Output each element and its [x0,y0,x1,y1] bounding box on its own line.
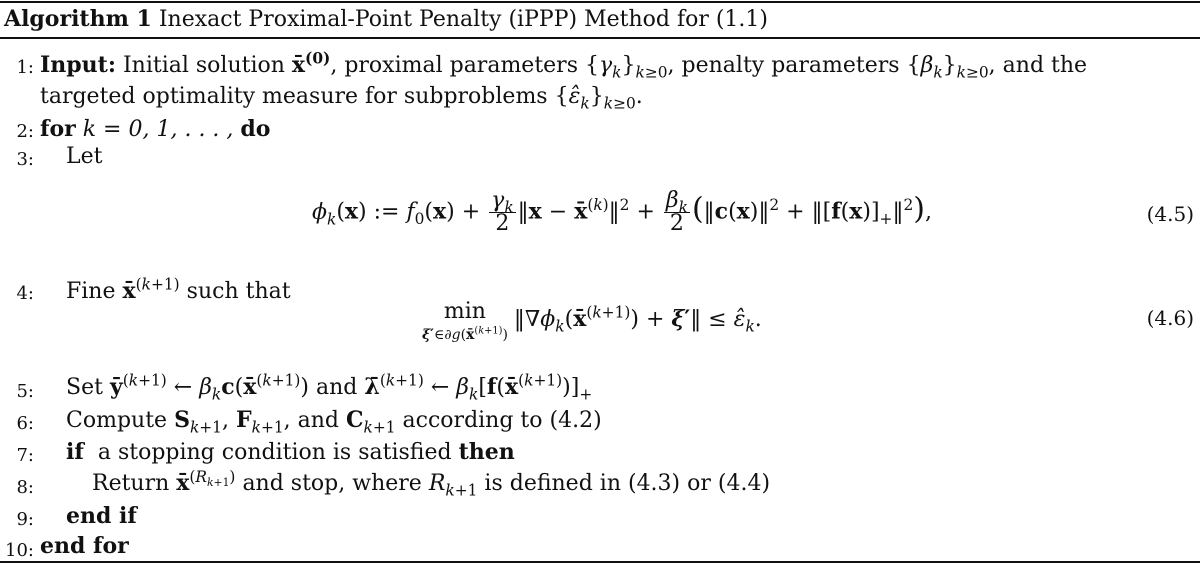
line-text: penalty parameters [681,53,900,78]
line-text: proximal parameters [344,53,578,78]
line-number: 4: [16,283,34,304]
algorithm-name: Inexact Proximal-Point Penalty (iPPP) Method for (1.1) [158,7,769,32]
line-text: is defined in (4.3) or (4.4) [484,471,771,496]
line-text: Fine [66,279,116,304]
line-7 [66,437,515,468]
keyword-then: then [458,439,515,465]
line-text: Compute [66,408,168,433]
line-text: and the [1002,53,1088,78]
bottom-rule [0,561,1200,563]
line-6: Compute $S_{k+1}$, $F_{k+1}$, and $C_{k+1}$ according to (4.2) [66,407,602,437]
equation-number: (4.6) [1146,306,1194,330]
math-x0: x̄$^{(0)}$ [291,49,331,78]
line-10 [40,531,129,562]
line-number: 8: [16,477,34,498]
line-2 [40,114,270,145]
keyword-do: do [240,116,271,142]
loop-range: k = 0, 1, . . . , [82,117,234,142]
line-text: a stopping condition is satisfied [97,440,452,465]
algorithm-label: Algorithm 1 [4,6,152,32]
line-4: Fine x̄$^{(k+1)}$ such that [66,275,291,304]
line-text: Let [66,144,103,169]
line-text: Set [66,375,103,400]
line-text: such that [186,279,291,304]
line-number: 3: [16,149,34,170]
line-number: 9: [16,509,34,530]
equation-4-6: min ξ′∈∂g(x̄$^{(k+1)}$) $‖\nabla\phi_k(x̄^{(k+1)})$ + ξ′‖ ≤ $\varepsilon̂_k$. [422,299,762,343]
line-text: and stop, where [242,471,422,496]
line-text: and [316,375,358,400]
line-3 [66,142,102,172]
line-number: 10: [5,540,34,561]
line-1-cont: targeted optimality measure for subproblems $\{\varepsilon̂_k\}_{k\ge 0}$. [40,84,643,113]
equation-number: (4.5) [1146,202,1194,226]
top-rule [0,1,1200,3]
line-1: Input: Initial solution x̄$^{(0)}$, proximal parameters $\{\gamma_k\}_{k\ge 0}$, penalty parameters $\{\beta_k\}_{k\ge 0}$, and the [40,49,1088,82]
input-label: Input: [40,52,116,78]
title-rule [0,37,1200,39]
algorithm-title [4,4,768,35]
line-number: 7: [16,445,34,466]
line-number: 6: [16,413,34,434]
line-number: 2: [16,121,34,142]
keyword-if: if [66,439,84,465]
line-text: according to (4.2) [402,408,602,433]
line-text: targeted optimality measure for subproblems [40,84,548,109]
equation-4-5: $\phi_k(x)$ := $f_0(x)$ + $\frac{\gamma_k}{2}$ ‖x − x̄$^{(k)}$‖$^2$ + $\frac{\beta_k}{2}$ (‖c(x)‖$^2$ + $‖[f(x)]_+‖^2$), [312,188,932,236]
line-5: Set $ȳ^{(k+1)}$ ← $\beta_kc(x̄^{(k+1)})$ and λ̄$^{(k+1)}$ ← $\beta_k[f(x̄^{(k+1)})]_+$ [66,371,593,404]
line-number: 1: [16,57,34,78]
line-8: Return x̄$^{(R_{k+1})}$ and stop, where $R_{k+1}$ is defined in (4.3) or (4.4) [92,467,771,500]
keyword-end-if: end if [66,503,137,529]
line-number: 5: [16,381,34,402]
keyword-end-for: end for [40,533,129,559]
line-9 [66,501,137,532]
keyword-for: for [40,116,76,142]
line-text: Return [92,471,170,496]
line-text: Initial solution [122,53,285,78]
